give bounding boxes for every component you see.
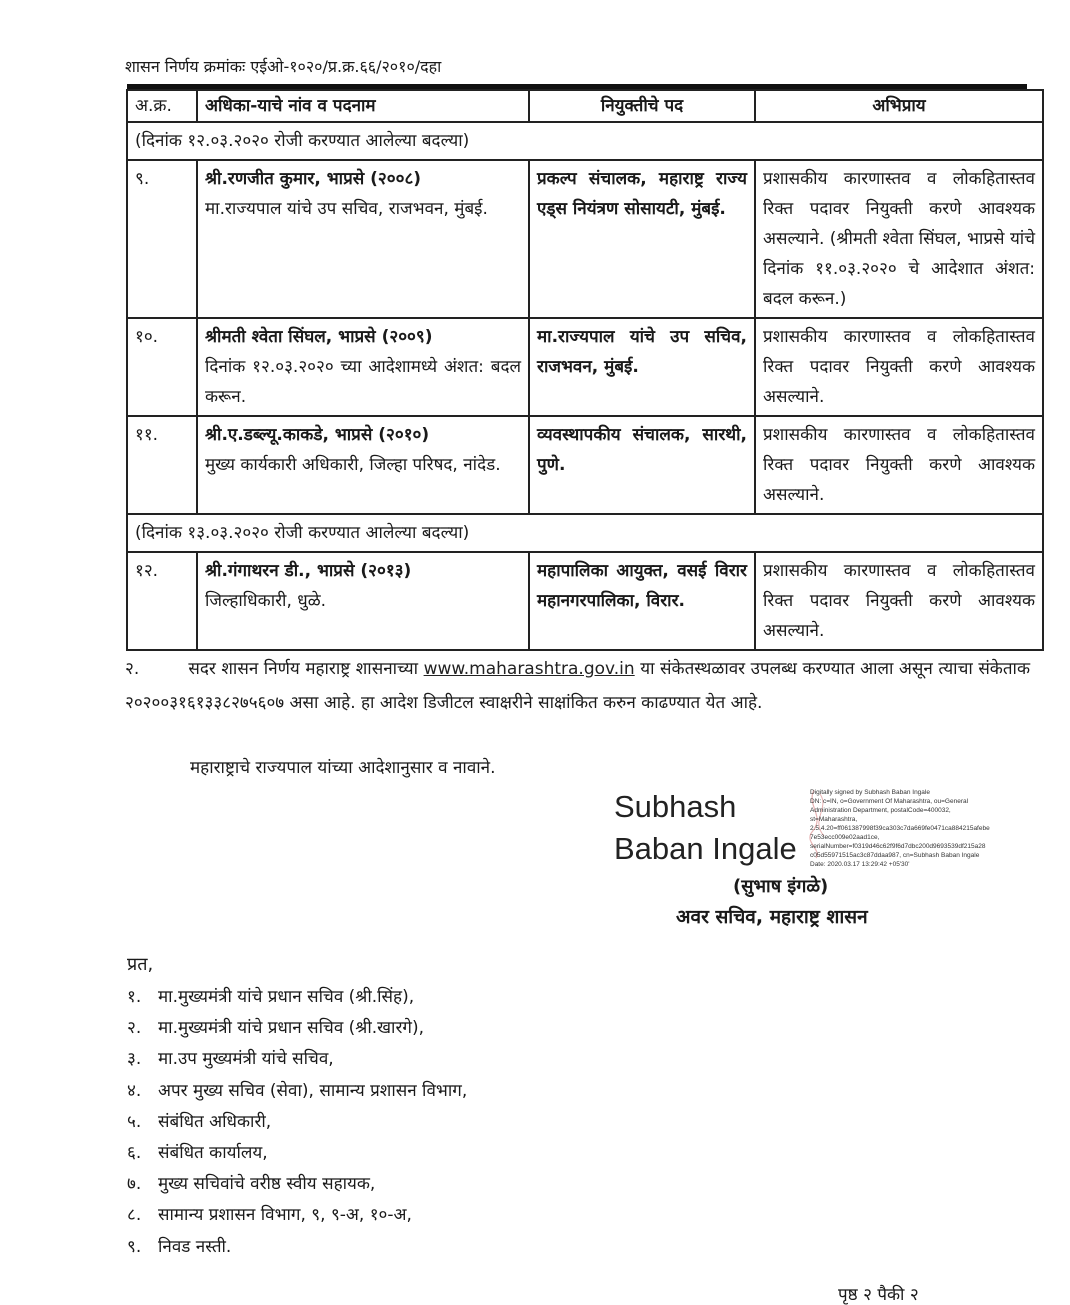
publication-paragraph: [125, 652, 1030, 720]
list-item-text: सामान्य प्रशासन विभाग, ९, ९-अ, १०-अ,: [158, 1205, 412, 1226]
list-item-number: ९.: [127, 1236, 142, 1257]
row-remarks: प्रशासकीय कारणास्तव व लोकहितास्तव रिक्त पदावर नियुक्ती करणे आवश्यक असल्याने.: [755, 416, 1043, 514]
paragraph-text-start: सदर शासन निर्णय महाराष्ट्र शासनाच्या: [188, 659, 419, 679]
officer-current-post: जिल्हाधिकारी, धुळे.: [205, 591, 327, 611]
list-item-number: ५.: [127, 1111, 142, 1132]
signature-meta-line: st=Maharashtra,: [810, 816, 858, 823]
list-item: [127, 1232, 467, 1263]
group-row: [127, 122, 1043, 160]
closing-line: महाराष्ट्राचे राज्यपाल यांच्या आदेशानुसार व नावाने.: [190, 758, 496, 778]
list-item-text: मा.उप मुख्यमंत्री यांचे सचिव,: [158, 1049, 334, 1070]
row-remarks: प्रशासकीय कारणास्तव व लोकहितास्तव रिक्त पदावर नियुक्ती करणे आवश्यक असल्याने. (श्रीमती श्वेता सिंघल, भाप्रसे यांचे दिनांक ११.०३.२०२० चे आदेशात अंशत: बदल करून.): [755, 160, 1043, 318]
officer-name-marathi: (सुभाष इंगळे): [733, 876, 829, 897]
list-item-text: संबंधित अधिकारी,: [158, 1111, 272, 1132]
header-officer: अधिका-याचे नांव व पदनाम: [197, 90, 529, 122]
list-item-text: निवड नस्ती.: [158, 1236, 232, 1257]
row-officer: [197, 552, 529, 650]
signature-meta-line: 7e53ecc009e02aad1ce,: [810, 834, 880, 841]
list-item: [127, 1138, 467, 1169]
copy-to-list: [127, 982, 467, 1263]
list-item-text: मुख्य सचिवांचे वरीष्ठ स्वीय सहायक,: [158, 1174, 376, 1195]
header-remarks: अभिप्राय: [755, 90, 1043, 122]
header-serial: अ.क्र.: [127, 90, 197, 122]
list-item: [127, 1013, 467, 1044]
website-link[interactable]: www.maharashtra.gov.in: [423, 659, 635, 679]
row-remarks: प्रशासकीय कारणास्तव व लोकहितास्तव रिक्त पदावर नियुक्ती करणे आवश्यक असल्याने.: [755, 318, 1043, 416]
table-row: [127, 160, 1043, 318]
group-label: (दिनांक १२.०३.२०२० रोजी करण्यात आलेल्या बदल्या): [127, 122, 1043, 160]
row-posting: व्यवस्थापकीय संचालक, सारथी, पुणे.: [529, 416, 755, 514]
list-item-text: अपर मुख्य सचिव (सेवा), सामान्य प्रशासन विभाग,: [158, 1080, 468, 1101]
row-posting: मा.राज्यपाल यांचे उप सचिव, राजभवन, मुंबई.: [529, 318, 755, 416]
gr-reference: शासन निर्णय क्रमांकः एईओ-१०२०/प्र.क्र.६६/२०१०/दहा: [125, 57, 442, 76]
table-header-row: [127, 90, 1043, 122]
signature-name: [614, 786, 797, 870]
header-posting: नियुक्तीचे पद: [529, 90, 755, 122]
officer-name: श्री.रणजीत कुमार, भाप्रसे (२००८): [205, 169, 422, 189]
list-item: [127, 1169, 467, 1200]
list-item-text: संबंधित कार्यालय,: [158, 1142, 268, 1163]
row-serial: ९.: [127, 160, 197, 318]
signature-meta-line: Digitally signed by Subhash Baban Ingale: [810, 789, 930, 796]
list-item-number: ३.: [127, 1049, 142, 1070]
list-item: [127, 1107, 467, 1138]
paragraph-text-end: या संकेतस्थळावर उपलब्ध करण्यात आला असून त्याचा संकेताक २०२००३१६१३३८२७५६०७ असा आहे. हा आदेश डिजीटल स्वाक्षरीने साक्षांकित करुन काढण्यात येत आहे.: [125, 659, 1031, 713]
signature-meta-line: c05d55971515ac3c87ddaa987, cn=Subhash Baban Ingale: [810, 852, 980, 859]
page-number: पृष्ठ २ पैकी २: [838, 1285, 919, 1305]
row-serial: १२.: [127, 552, 197, 650]
digital-signature-details: [810, 788, 1010, 869]
signature-meta-line: Administration Department, postalCode=400032,: [810, 807, 951, 814]
officer-current-post: दिनांक १२.०३.२०२० च्या आदेशामध्ये अंशत: बदल करून.: [205, 357, 521, 407]
list-item-number: २.: [127, 1018, 142, 1039]
signature-first-name: Subhash: [614, 789, 737, 824]
copy-to-heading: प्रत,: [127, 954, 154, 975]
list-item: [127, 1044, 467, 1075]
paragraph-number: २.: [125, 659, 140, 679]
signature-meta-line: DN: c=IN, o=Government Of Maharashtra, ou=General: [810, 798, 969, 805]
row-serial: १०.: [127, 318, 197, 416]
list-item-text: मा.मुख्यमंत्री यांचे प्रधान सचिव (श्री.सिंह),: [158, 987, 415, 1007]
officer-current-post: मुख्य कार्यकारी अधिकारी, जिल्हा परिषद, नांदेड.: [205, 455, 501, 475]
table-row: [127, 416, 1043, 514]
group-label: (दिनांक १३.०३.२०२० रोजी करण्यात आलेल्या बदल्या): [127, 514, 1043, 552]
list-item: [127, 1200, 467, 1231]
group-row: [127, 514, 1043, 552]
transfer-table: [126, 89, 1044, 651]
list-item-number: ८.: [127, 1205, 142, 1226]
list-item: [127, 982, 467, 1013]
row-posting: प्रकल्प संचालक, महाराष्ट्र राज्य एड्स नियंत्रण सोसायटी, मुंबई.: [529, 160, 755, 318]
officer-designation: अवर सचिव, महाराष्ट्र शासन: [676, 906, 868, 928]
signature-meta-line: serialNumber=f0319d46c62f9f6d7dbc200d9693539df215a28: [810, 843, 986, 850]
row-officer: [197, 160, 529, 318]
list-item-number: ७.: [127, 1174, 142, 1195]
list-item-text: मा.मुख्यमंत्री यांचे प्रधान सचिव (श्री.खारगे),: [158, 1018, 425, 1039]
signature-meta-line: Date: 2020.03.17 13:29:42 +05'30': [810, 861, 910, 868]
row-remarks: प्रशासकीय कारणास्तव व लोकहितास्तव रिक्त पदावर नियुक्ती करणे आवश्यक असल्याने.: [755, 552, 1043, 650]
list-item: [127, 1076, 467, 1107]
row-officer: [197, 416, 529, 514]
officer-name: श्रीमती श्वेता सिंघल, भाप्रसे (२००९): [205, 327, 433, 347]
officer-name: श्री.ए.डब्ल्यू.काकडे, भाप्रसे (२०१०): [205, 425, 430, 445]
officer-current-post: मा.राज्यपाल यांचे उप सचिव, राजभवन, मुंबई.: [205, 199, 488, 219]
officer-name: श्री.गंगाथरन डी., भाप्रसे (२०१३): [205, 561, 412, 581]
list-item-number: १.: [127, 987, 142, 1007]
signature-meta-line: 2.5.4.20=ff061387998f39ca303c7da669fe0471ca884215afebe: [810, 825, 990, 832]
signature-last-name: Baban Ingale: [614, 831, 797, 866]
row-serial: ११.: [127, 416, 197, 514]
list-item-number: ४.: [127, 1080, 142, 1101]
row-posting: महापालिका आयुक्त, वसई विरार महानगरपालिका, विरार.: [529, 552, 755, 650]
table-row: [127, 552, 1043, 650]
table-row: [127, 318, 1043, 416]
list-item-number: ६.: [127, 1142, 142, 1163]
row-officer: [197, 318, 529, 416]
